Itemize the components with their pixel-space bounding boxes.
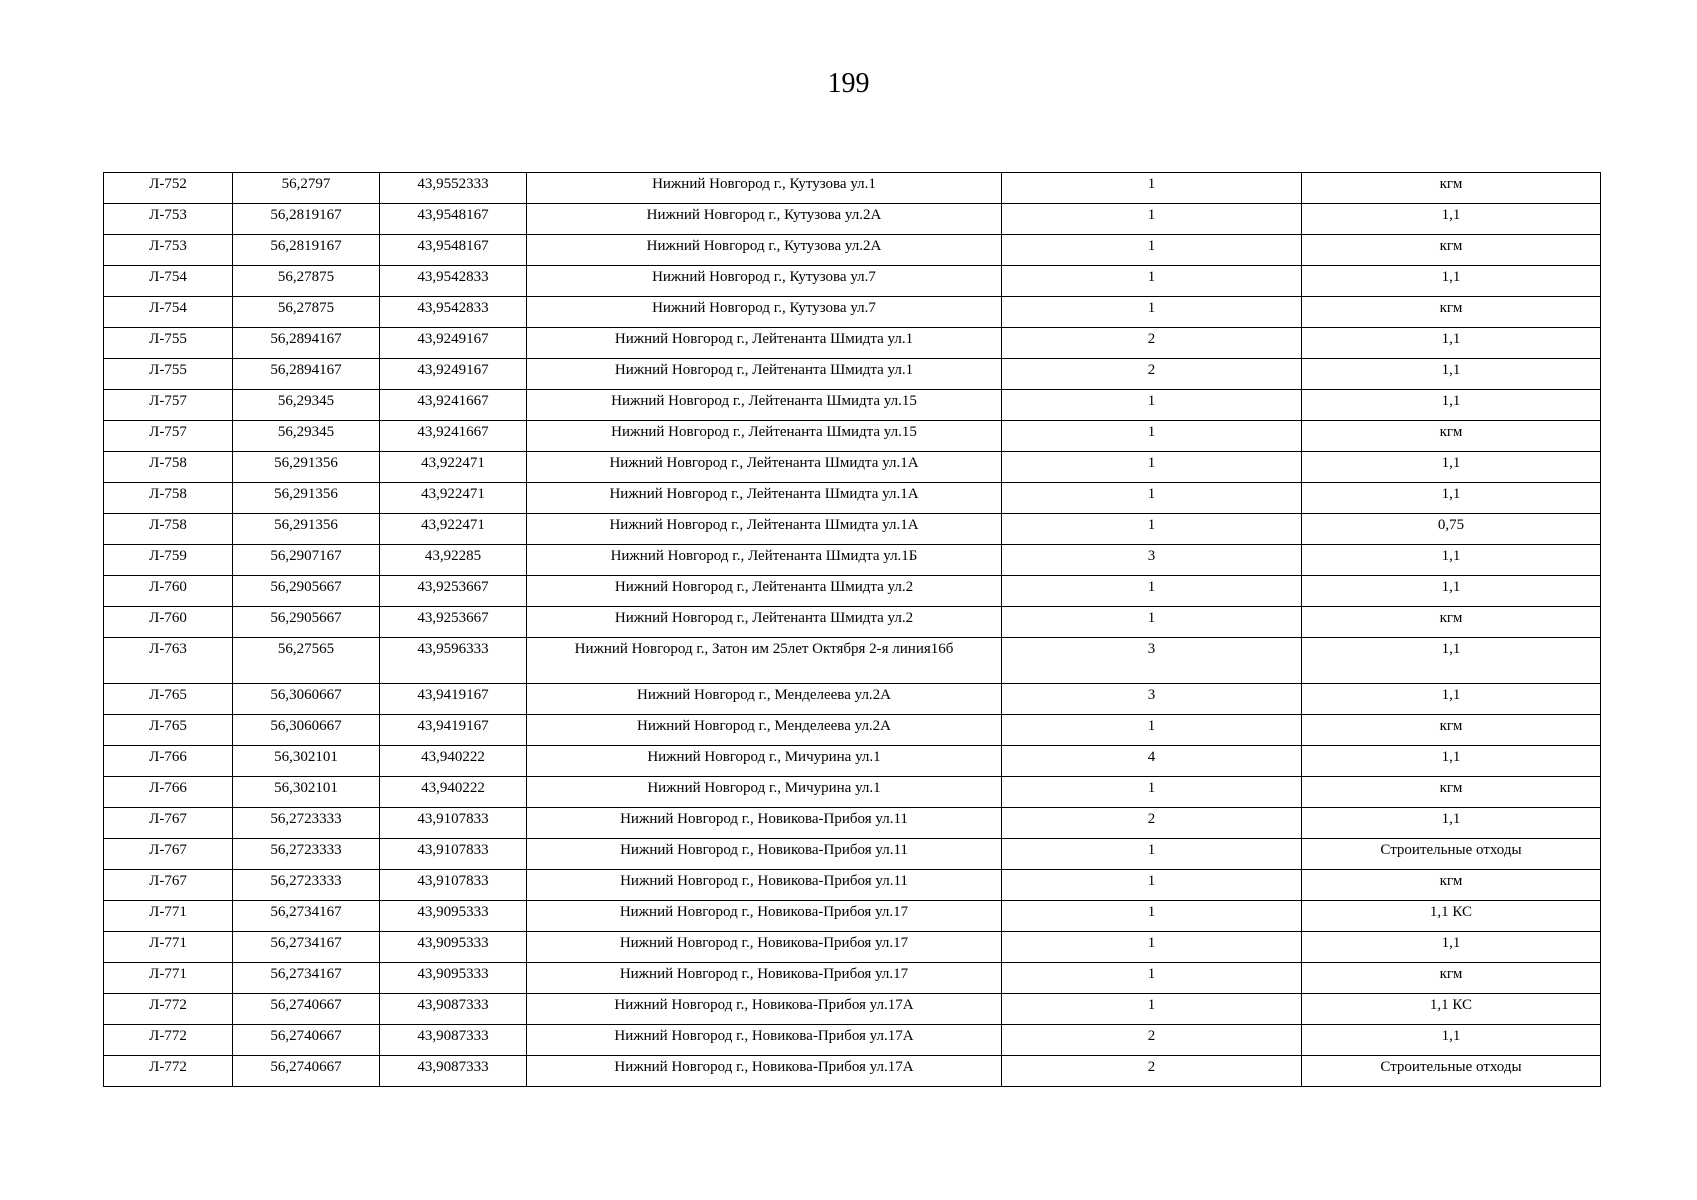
latitude-cell: 56,2894167: [233, 328, 380, 359]
latitude-cell: 56,2894167: [233, 359, 380, 390]
latitude-cell: 56,2905667: [233, 607, 380, 638]
count-cell: 1: [1002, 483, 1302, 514]
site-id-cell: Л-754: [104, 297, 233, 328]
container-type-cell: 1,1: [1302, 808, 1601, 839]
latitude-cell: 56,27875: [233, 266, 380, 297]
site-id-cell: Л-760: [104, 607, 233, 638]
count-cell: 1: [1002, 204, 1302, 235]
site-id-cell: Л-755: [104, 359, 233, 390]
address-cell: Нижний Новгород г., Новикова-Прибоя ул.17А: [527, 994, 1002, 1025]
container-type-cell: 1,1: [1302, 746, 1601, 777]
site-id-cell: Л-759: [104, 545, 233, 576]
site-id-cell: Л-760: [104, 576, 233, 607]
longitude-cell: 43,9241667: [380, 421, 527, 452]
site-id-cell: Л-757: [104, 421, 233, 452]
count-cell: 1: [1002, 452, 1302, 483]
latitude-cell: 56,3060667: [233, 715, 380, 746]
longitude-cell: 43,9107833: [380, 870, 527, 901]
latitude-cell: 56,2797: [233, 173, 380, 204]
address-cell: Нижний Новгород г., Лейтенанта Шмидта ул.1А: [527, 514, 1002, 545]
count-cell: 2: [1002, 808, 1302, 839]
container-type-cell: кгм: [1302, 715, 1601, 746]
address-cell: Нижний Новгород г., Лейтенанта Шмидта ул.2: [527, 607, 1002, 638]
latitude-cell: 56,2907167: [233, 545, 380, 576]
count-cell: 1: [1002, 390, 1302, 421]
site-id-cell: Л-754: [104, 266, 233, 297]
site-id-cell: Л-763: [104, 638, 233, 684]
table-row: [104, 1025, 1601, 1056]
address-cell: Нижний Новгород г., Лейтенанта Шмидта ул.1: [527, 359, 1002, 390]
table-row: [104, 932, 1601, 963]
count-cell: 3: [1002, 545, 1302, 576]
latitude-cell: 56,302101: [233, 777, 380, 808]
container-type-cell: 1,1: [1302, 1025, 1601, 1056]
address-cell: Нижний Новгород г., Мичурина ул.1: [527, 777, 1002, 808]
table-row: [104, 545, 1601, 576]
count-cell: 2: [1002, 1025, 1302, 1056]
count-cell: 1: [1002, 421, 1302, 452]
table-row: [104, 359, 1601, 390]
latitude-cell: 56,2740667: [233, 1025, 380, 1056]
latitude-cell: 56,29345: [233, 421, 380, 452]
container-type-cell: кгм: [1302, 777, 1601, 808]
longitude-cell: 43,9419167: [380, 715, 527, 746]
address-cell: Нижний Новгород г., Новикова-Прибоя ул.11: [527, 870, 1002, 901]
latitude-cell: 56,2905667: [233, 576, 380, 607]
site-id-cell: Л-753: [104, 204, 233, 235]
latitude-cell: 56,29345: [233, 390, 380, 421]
count-cell: 1: [1002, 576, 1302, 607]
site-id-cell: Л-767: [104, 870, 233, 901]
latitude-cell: 56,2819167: [233, 204, 380, 235]
longitude-cell: 43,9542833: [380, 297, 527, 328]
address-cell: Нижний Новгород г., Лейтенанта Шмидта ул.15: [527, 390, 1002, 421]
table-row: [104, 684, 1601, 715]
address-cell: Нижний Новгород г., Лейтенанта Шмидта ул.1Б: [527, 545, 1002, 576]
longitude-cell: 43,9107833: [380, 808, 527, 839]
address-cell: Нижний Новгород г., Затон им 25лет Октября 2-я линия16б: [527, 638, 1002, 684]
address-cell: Нижний Новгород г., Кутузова ул.1: [527, 173, 1002, 204]
latitude-cell: 56,2734167: [233, 963, 380, 994]
longitude-cell: 43,9241667: [380, 390, 527, 421]
longitude-cell: 43,9249167: [380, 359, 527, 390]
address-cell: Нижний Новгород г., Кутузова ул.2А: [527, 235, 1002, 266]
container-type-cell: кгм: [1302, 870, 1601, 901]
latitude-cell: 56,302101: [233, 746, 380, 777]
table-row: [104, 963, 1601, 994]
count-cell: 1: [1002, 870, 1302, 901]
container-type-cell: 1,1: [1302, 452, 1601, 483]
table-row: [104, 328, 1601, 359]
longitude-cell: 43,9087333: [380, 994, 527, 1025]
count-cell: 3: [1002, 684, 1302, 715]
table-row: [104, 901, 1601, 932]
page-number: 199: [827, 68, 870, 99]
site-id-cell: Л-765: [104, 684, 233, 715]
address-cell: Нижний Новгород г., Новикова-Прибоя ул.17: [527, 932, 1002, 963]
count-cell: 1: [1002, 932, 1302, 963]
site-id-cell: Л-765: [104, 715, 233, 746]
container-type-cell: 1,1: [1302, 932, 1601, 963]
site-id-cell: Л-766: [104, 777, 233, 808]
longitude-cell: 43,9095333: [380, 963, 527, 994]
address-cell: Нижний Новгород г., Лейтенанта Шмидта ул.1: [527, 328, 1002, 359]
table-row: [104, 870, 1601, 901]
latitude-cell: 56,27565: [233, 638, 380, 684]
count-cell: 1: [1002, 963, 1302, 994]
latitude-cell: 56,27875: [233, 297, 380, 328]
container-type-cell: 1,1: [1302, 545, 1601, 576]
table-row: [104, 715, 1601, 746]
longitude-cell: 43,940222: [380, 777, 527, 808]
address-cell: Нижний Новгород г., Новикова-Прибоя ул.17А: [527, 1025, 1002, 1056]
count-cell: 1: [1002, 297, 1302, 328]
address-cell: Нижний Новгород г., Новикова-Прибоя ул.11: [527, 839, 1002, 870]
table-row: [104, 808, 1601, 839]
table-row: [104, 576, 1601, 607]
container-type-cell: кгм: [1302, 297, 1601, 328]
container-type-cell: кгм: [1302, 173, 1601, 204]
address-cell: Нижний Новгород г., Новикова-Прибоя ул.17А: [527, 1056, 1002, 1087]
longitude-cell: 43,922471: [380, 452, 527, 483]
latitude-cell: 56,2734167: [233, 901, 380, 932]
table-row: [104, 839, 1601, 870]
site-id-cell: Л-757: [104, 390, 233, 421]
container-type-cell: 1,1 КС: [1302, 901, 1601, 932]
table-row: [104, 235, 1601, 266]
latitude-cell: 56,2723333: [233, 870, 380, 901]
count-cell: 1: [1002, 715, 1302, 746]
site-id-cell: Л-758: [104, 452, 233, 483]
longitude-cell: 43,9548167: [380, 204, 527, 235]
latitude-cell: 56,2740667: [233, 994, 380, 1025]
latitude-cell: 56,3060667: [233, 684, 380, 715]
container-type-cell: 1,1: [1302, 390, 1601, 421]
longitude-cell: 43,9107833: [380, 839, 527, 870]
site-id-cell: Л-771: [104, 932, 233, 963]
count-cell: 2: [1002, 328, 1302, 359]
table-row: [104, 483, 1601, 514]
site-id-cell: Л-758: [104, 483, 233, 514]
table-row: [104, 266, 1601, 297]
address-cell: Нижний Новгород г., Новикова-Прибоя ул.11: [527, 808, 1002, 839]
address-cell: Нижний Новгород г., Кутузова ул.7: [527, 266, 1002, 297]
latitude-cell: 56,291356: [233, 483, 380, 514]
longitude-cell: 43,9419167: [380, 684, 527, 715]
address-cell: Нижний Новгород г., Менделеева ул.2А: [527, 715, 1002, 746]
container-type-cell: Строительные отходы: [1302, 839, 1601, 870]
address-cell: Нижний Новгород г., Новикова-Прибоя ул.17: [527, 901, 1002, 932]
container-type-cell: 1,1: [1302, 576, 1601, 607]
site-id-cell: Л-772: [104, 1056, 233, 1087]
site-id-cell: Л-766: [104, 746, 233, 777]
table-row: [104, 452, 1601, 483]
container-type-cell: 1,1: [1302, 359, 1601, 390]
container-type-cell: 1,1: [1302, 638, 1601, 684]
site-id-cell: Л-758: [104, 514, 233, 545]
table-row: [104, 514, 1601, 545]
longitude-cell: 43,9095333: [380, 901, 527, 932]
container-type-cell: кгм: [1302, 421, 1601, 452]
table-row: [104, 297, 1601, 328]
site-id-cell: Л-767: [104, 839, 233, 870]
address-cell: Нижний Новгород г., Лейтенанта Шмидта ул.1А: [527, 452, 1002, 483]
site-id-cell: Л-771: [104, 963, 233, 994]
longitude-cell: 43,9548167: [380, 235, 527, 266]
longitude-cell: 43,9249167: [380, 328, 527, 359]
table-body: [104, 173, 1601, 1087]
container-type-cell: 1,1: [1302, 684, 1601, 715]
container-type-cell: кгм: [1302, 607, 1601, 638]
count-cell: 2: [1002, 359, 1302, 390]
address-cell: Нижний Новгород г., Менделеева ул.2А: [527, 684, 1002, 715]
table-row: [104, 607, 1601, 638]
address-cell: Нижний Новгород г., Лейтенанта Шмидта ул.1А: [527, 483, 1002, 514]
latitude-cell: 56,2723333: [233, 839, 380, 870]
table-row: [104, 204, 1601, 235]
count-cell: 1: [1002, 514, 1302, 545]
count-cell: 1: [1002, 235, 1302, 266]
table-row: [104, 994, 1601, 1025]
site-id-cell: Л-753: [104, 235, 233, 266]
container-type-cell: 0,75: [1302, 514, 1601, 545]
address-cell: Нижний Новгород г., Кутузова ул.7: [527, 297, 1002, 328]
address-cell: Нижний Новгород г., Мичурина ул.1: [527, 746, 1002, 777]
latitude-cell: 56,2734167: [233, 932, 380, 963]
site-id-cell: Л-755: [104, 328, 233, 359]
count-cell: 2: [1002, 1056, 1302, 1087]
latitude-cell: 56,2819167: [233, 235, 380, 266]
count-cell: 1: [1002, 266, 1302, 297]
longitude-cell: 43,9087333: [380, 1056, 527, 1087]
address-cell: Нижний Новгород г., Новикова-Прибоя ул.17: [527, 963, 1002, 994]
longitude-cell: 43,922471: [380, 483, 527, 514]
table-row: [104, 421, 1601, 452]
container-type-cell: 1,1 КС: [1302, 994, 1601, 1025]
latitude-cell: 56,291356: [233, 452, 380, 483]
count-cell: 3: [1002, 638, 1302, 684]
container-type-cell: 1,1: [1302, 204, 1601, 235]
latitude-cell: 56,291356: [233, 514, 380, 545]
longitude-cell: 43,922471: [380, 514, 527, 545]
count-cell: 1: [1002, 994, 1302, 1025]
count-cell: 1: [1002, 839, 1302, 870]
longitude-cell: 43,92285: [380, 545, 527, 576]
table-row: [104, 777, 1601, 808]
latitude-cell: 56,2723333: [233, 808, 380, 839]
address-cell: Нижний Новгород г., Лейтенанта Шмидта ул.15: [527, 421, 1002, 452]
longitude-cell: 43,9095333: [380, 932, 527, 963]
table-row: [104, 638, 1601, 684]
container-type-cell: кгм: [1302, 963, 1601, 994]
site-id-cell: Л-771: [104, 901, 233, 932]
longitude-cell: 43,9087333: [380, 1025, 527, 1056]
site-id-cell: Л-767: [104, 808, 233, 839]
latitude-cell: 56,2740667: [233, 1056, 380, 1087]
site-id-cell: Л-752: [104, 173, 233, 204]
container-type-cell: Строительные отходы: [1302, 1056, 1601, 1087]
longitude-cell: 43,9552333: [380, 173, 527, 204]
count-cell: 1: [1002, 777, 1302, 808]
data-table: [103, 172, 1601, 1087]
longitude-cell: 43,9596333: [380, 638, 527, 684]
container-type-cell: 1,1: [1302, 328, 1601, 359]
table-row: [104, 1056, 1601, 1087]
address-cell: Нижний Новгород г., Лейтенанта Шмидта ул.2: [527, 576, 1002, 607]
count-cell: 1: [1002, 901, 1302, 932]
container-type-cell: кгм: [1302, 235, 1601, 266]
site-id-cell: Л-772: [104, 994, 233, 1025]
longitude-cell: 43,940222: [380, 746, 527, 777]
container-type-cell: 1,1: [1302, 266, 1601, 297]
longitude-cell: 43,9253667: [380, 576, 527, 607]
longitude-cell: 43,9542833: [380, 266, 527, 297]
table-row: [104, 390, 1601, 421]
count-cell: 1: [1002, 173, 1302, 204]
table-row: [104, 746, 1601, 777]
site-id-cell: Л-772: [104, 1025, 233, 1056]
count-cell: 1: [1002, 607, 1302, 638]
table-row: [104, 173, 1601, 204]
longitude-cell: 43,9253667: [380, 607, 527, 638]
container-type-cell: 1,1: [1302, 483, 1601, 514]
count-cell: 4: [1002, 746, 1302, 777]
address-cell: Нижний Новгород г., Кутузова ул.2А: [527, 204, 1002, 235]
